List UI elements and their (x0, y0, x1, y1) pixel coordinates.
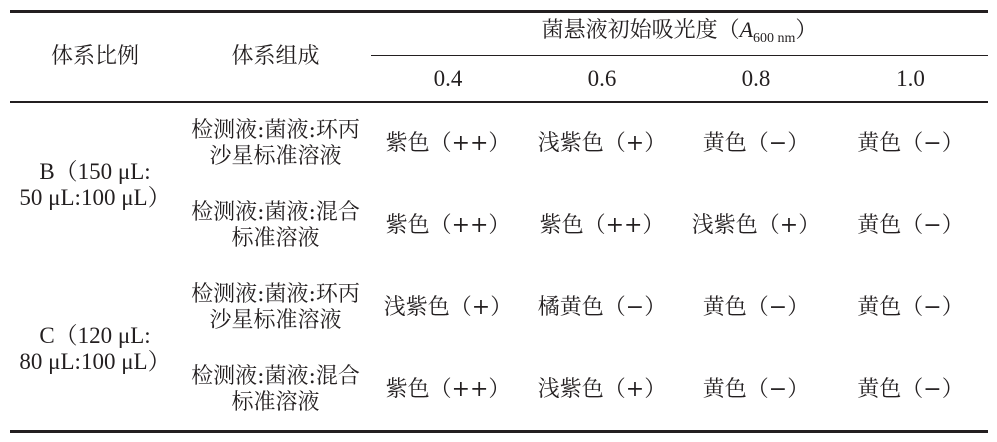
header-od-col: 0.4 (433, 65, 463, 91)
group-ratio-cell: C（120 μL: 80 μL:100 μL） (19, 322, 171, 374)
result-cell: 紫色（++） (385, 131, 511, 156)
result-cell: 浅紫色（+） (383, 295, 513, 320)
header-composition (180, 13, 371, 101)
result-cell: 浅紫色（+） (537, 131, 667, 156)
group-ratio-cell: B（150 μL: 50 μL:100 μL） (19, 159, 171, 210)
header-od-col: 1.0 (896, 65, 925, 91)
header-od (371, 13, 988, 55)
header-od-label: 菌悬液初始吸光度$(A_{600 nm})$ (541, 16, 818, 46)
composition-cell: 检测液:菌液:混合 标准溶液 (191, 363, 360, 415)
result-cell: 黄色（−） (702, 295, 810, 320)
result-cell: 黄色（−） (857, 213, 964, 238)
header-composition-label: 体系组成 (231, 44, 320, 69)
result-cell: 紫色（++） (385, 376, 511, 402)
result-cell: 黄色（−） (857, 295, 964, 320)
header-ratio-label: 体系比例 (50, 44, 139, 69)
result-cell: 黄色（−） (702, 131, 810, 156)
result-cell: 黄色（−） (857, 131, 964, 156)
result-cell: 紫色（++） (539, 213, 665, 238)
result-cell: 浅紫色（+） (691, 213, 821, 238)
table-bottom-rule (10, 430, 988, 433)
result-cell: 橘黄色（−） (537, 295, 667, 320)
result-cell: 浅紫色（+） (537, 376, 667, 402)
header-ratio (10, 13, 180, 101)
composition-cell: 检测液:菌液:环丙 沙星标准溶液 (191, 118, 360, 169)
result-cell: 黄色（−） (857, 376, 964, 402)
header-od-col: 0.8 (741, 65, 771, 91)
header-od-col: 0.6 (587, 65, 617, 91)
composition-cell: 检测液:菌液:环丙 沙星标准溶液 (191, 282, 360, 333)
result-cell: 黄色（−） (702, 376, 810, 402)
result-cell: 紫色（++） (385, 213, 511, 238)
composition-cell: 检测液:菌液:混合 标准溶液 (191, 200, 360, 251)
